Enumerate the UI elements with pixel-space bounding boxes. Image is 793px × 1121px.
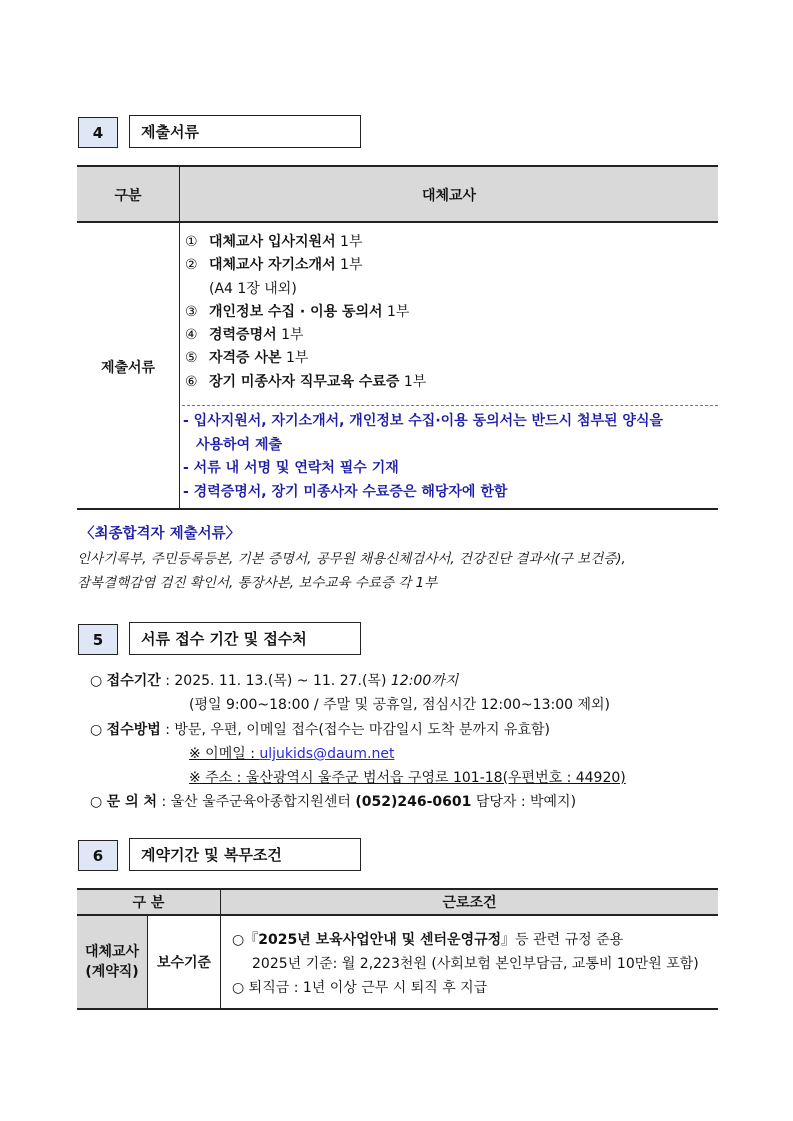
header-substitute-teacher: 대체교사 xyxy=(421,187,477,204)
email-link[interactable]: uljukids@daum.net xyxy=(259,746,395,762)
period-row xyxy=(90,670,458,690)
item-name: 대체교사 자기소개서 xyxy=(209,257,336,274)
period-value: : 2025. 11. 13.(목) ~ 11. 27.(목) xyxy=(160,673,391,689)
contact-person: 담당자 : 박예지) xyxy=(471,794,577,810)
dashed-separator xyxy=(182,405,718,406)
final-docs-line1: 인사기록부, 주민등록등본, 기본 증명서, 공무원 채용신체검사서, 건강진단 결과서(구 보건증), xyxy=(77,551,626,567)
note-line: - 입사지원서, 자기소개서, 개인정보 수집·이용 동의서는 반드시 첨부된 양식을 xyxy=(183,413,663,429)
header-conditions: 근로조건 xyxy=(442,895,497,911)
address-row: ※ 주소 : 울산광역시 울주군 범서읍 구영로 101-18(우편번호 : 44920) xyxy=(189,770,626,786)
item-quantity: 1부 xyxy=(335,234,363,250)
document-item xyxy=(185,347,715,370)
header-category: 구 분 xyxy=(132,895,165,911)
item-name: 자격증 사본 xyxy=(209,350,282,367)
item-number: ① xyxy=(185,234,198,250)
item-quantity: 1부 xyxy=(382,303,410,320)
document-item xyxy=(185,371,715,394)
document-item xyxy=(185,278,715,301)
item-name: 경력증명서 xyxy=(209,327,277,344)
item-quantity: 1부 xyxy=(335,257,363,274)
period-time: 12:00까지 xyxy=(390,673,459,689)
note-line: - 서류 내 서명 및 연락처 필수 기재 xyxy=(183,460,399,477)
row-label-documents: 제출서류 xyxy=(100,359,156,376)
item-number: ② xyxy=(185,257,198,274)
method-label: 접수방법 xyxy=(106,722,161,738)
column-divider xyxy=(220,890,221,1008)
header-category: 구분 xyxy=(114,187,142,204)
contact-label: 문 의 처 xyxy=(106,794,157,810)
conditions-text xyxy=(232,928,699,1000)
document-item xyxy=(185,231,715,254)
condition-line: 2025년 기준: 월 2,223천원 (사회보험 본인부담금, 교통비 10만원 포함) xyxy=(252,956,699,972)
item-name: 장기 미종사자 직무교육 수료증 xyxy=(209,373,400,390)
section-number-5: 5 xyxy=(78,624,118,655)
final-docs-line2: 잠복결핵감염 검진 확인서, 통장사본, 보수교육 수료증 각 1부 xyxy=(77,575,438,591)
circle-bullet: ○ xyxy=(90,794,107,810)
circle-bullet: ○ xyxy=(90,673,107,689)
item-number: ③ xyxy=(185,303,198,320)
final-docs-title: 〈최종합격자 제출서류〉 xyxy=(80,526,241,542)
item-number: ⑥ xyxy=(185,373,198,390)
section-title-4: 제출서류 xyxy=(129,115,361,148)
period-note: (평일 9:00~18:00 / 주말 및 공휴일, 점심시간 12:00~13:00 제외) xyxy=(189,697,610,713)
item-number: ④ xyxy=(185,327,198,344)
contact-value: : 울산 울주군육아종합지원센터 xyxy=(157,794,356,810)
section-title-6: 계약기간 및 복무조건 xyxy=(129,838,361,871)
table-bottom-rule xyxy=(77,508,718,510)
sub-label-pay: 보수기준 xyxy=(156,955,212,971)
item-number: ⑤ xyxy=(185,350,198,367)
section-title-5: 서류 접수 기간 및 접수처 xyxy=(129,622,361,655)
document-item xyxy=(185,254,715,277)
period-label: 접수기간 xyxy=(106,673,161,689)
condition-line: ○ 퇴직금 : 1년 이상 근무 시 퇴직 후 지급 xyxy=(232,980,488,996)
item-name: 개인정보 수집 · 이용 동의서 xyxy=(209,303,383,320)
item-quantity: 1부 xyxy=(276,327,304,344)
table-bottom-rule xyxy=(77,1008,718,1010)
method-value: : 방문, 우편, 이메일 접수(접수는 마감일시 도착 분까지 유효함) xyxy=(160,722,550,738)
item-quantity: 1부 xyxy=(399,373,427,390)
submission-table xyxy=(77,165,718,510)
contact-phone: (052)246-0601 xyxy=(355,794,472,810)
regulation-suffix: 』등 관련 규정 준용 xyxy=(501,932,624,948)
row-label-substitute xyxy=(77,916,147,1008)
note-line: 사용하여 제출 xyxy=(196,436,283,453)
bracket-open: ○『 xyxy=(232,932,259,948)
document-item xyxy=(185,324,715,347)
document-list xyxy=(185,231,715,394)
regulation-name: 2025년 보육사업안내 및 센터운영규정 xyxy=(258,932,502,948)
item-name: 대체교사 입사지원서 xyxy=(209,234,336,250)
column-divider xyxy=(179,167,180,510)
row-label-line1: 대체교사 xyxy=(84,944,140,960)
contact-row xyxy=(90,791,576,811)
section-number-4: 4 xyxy=(78,117,118,148)
section-number-6: 6 xyxy=(78,840,118,871)
circle-bullet: ○ xyxy=(90,722,107,738)
row-label-line2: (계약직) xyxy=(85,964,139,980)
method-row xyxy=(90,719,550,739)
contract-table xyxy=(77,888,718,1010)
condition-line xyxy=(232,928,699,952)
document-item xyxy=(185,301,715,324)
email-row xyxy=(189,743,394,763)
note-line: - 경력증명서, 장기 미종사자 수료증은 해당자에 한함 xyxy=(183,483,508,500)
notes-block xyxy=(183,410,717,504)
email-label: ※ 이메일 : xyxy=(189,746,260,762)
item-quantity: 1부 xyxy=(281,350,309,367)
item-quantity: (A4 1장 내외) xyxy=(209,280,297,297)
